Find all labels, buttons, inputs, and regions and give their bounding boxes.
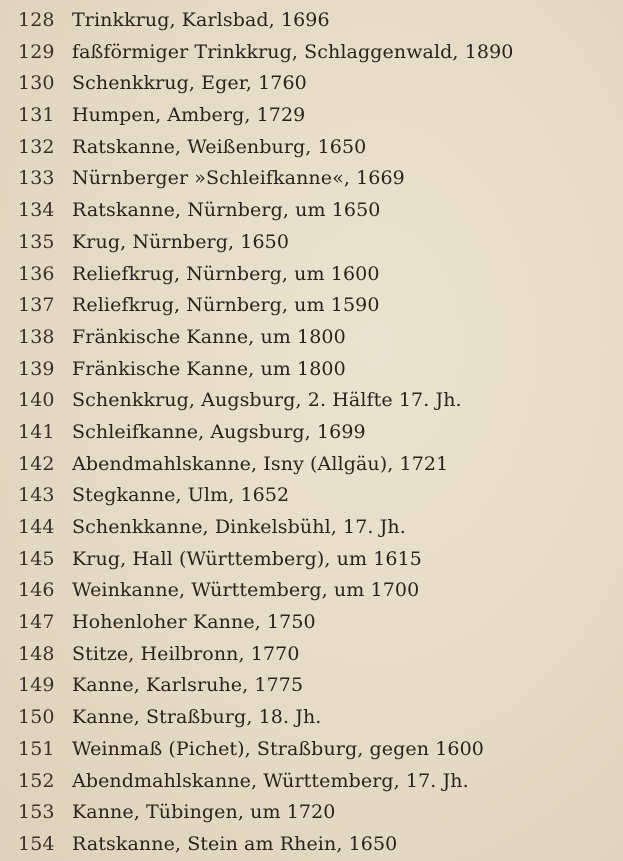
list-item [18,227,618,259]
plate-number: 149 [18,674,55,697]
plate-caption: Kanne, Tübingen, um 1720 [72,801,336,824]
list-item [18,195,618,227]
plate-number: 138 [18,325,55,348]
plate-number: 135 [18,230,55,253]
list-item [18,512,618,544]
plate-number: 150 [18,706,55,729]
plate-caption: Hohenloher Kanne, 1750 [72,611,316,634]
plate-caption: Stegkanne, Ulm, 1652 [72,484,290,507]
plate-number: 143 [18,484,55,507]
list-item [18,322,618,354]
list-item [18,702,618,734]
plate-caption: Stitze, Heilbronn, 1770 [72,642,300,665]
plate-caption: Fränkische Kanne, um 1800 [72,325,346,348]
list-item [18,670,618,702]
list-item [18,37,618,69]
plate-caption: Schenkkrug, Eger, 1760 [72,72,307,95]
list-item [18,163,618,195]
plate-caption: Ratskanne, Nürnberg, um 1650 [72,199,381,222]
plate-caption: faßförmiger Trinkkrug, Schlaggenwald, 1890 [72,40,514,63]
list-item [18,385,618,417]
plate-number: 129 [18,40,55,63]
plate-caption: Schleifkanne, Augsburg, 1699 [72,420,366,443]
plate-caption: Kanne, Karlsruhe, 1775 [72,674,304,697]
plate-caption: Krug, Hall (Württemberg), um 1615 [72,547,422,570]
list-item [18,607,618,639]
plate-caption: Humpen, Amberg, 1729 [72,104,306,127]
plate-number: 152 [18,769,55,792]
plate-caption: Kanne, Straßburg, 18. Jh. [72,706,322,729]
list-item [18,734,618,766]
list-item [18,575,618,607]
list-item [18,417,618,449]
plate-number: 153 [18,801,55,824]
plate-number: 142 [18,452,55,475]
plate-number: 154 [18,832,55,855]
plate-number: 133 [18,167,55,190]
list-item [18,290,618,322]
plate-number: 137 [18,294,55,317]
plate-number: 130 [18,72,55,95]
list-item [18,5,618,37]
plate-caption: Trinkkrug, Karlsbad, 1696 [72,9,330,31]
plate-number: 151 [18,737,55,760]
plate-number: 147 [18,611,55,634]
plate-caption: Krug, Nürnberg, 1650 [72,230,290,253]
list-item [18,354,618,386]
plate-caption: Weinmaß (Pichet), Straßburg, gegen 1600 [72,737,484,760]
plate-number: 134 [18,199,55,222]
list-item [18,797,618,829]
list-item [18,829,618,861]
plate-number: 148 [18,642,55,665]
list-item [18,544,618,576]
plate-caption: Abendmahlskanne, Württemberg, 17. Jh. [72,769,469,792]
plate-caption: Weinkanne, Württemberg, um 1700 [72,579,420,602]
plate-number: 132 [18,135,55,158]
plate-number: 140 [18,389,55,412]
plate-number: 144 [18,516,55,538]
list-item [18,449,618,481]
plate-number: 146 [18,579,55,602]
list-item [18,259,618,291]
plate-caption: Reliefkrug, Nürnberg, um 1590 [72,294,380,317]
plate-caption: Nürnberger »Schleifkanne«, 1669 [72,167,405,190]
plate-number: 141 [18,420,55,443]
plate-number: 139 [18,357,55,380]
plate-list [18,5,618,861]
plate-number: 145 [18,547,55,570]
list-item [18,100,618,132]
plate-caption: Reliefkrug, Nürnberg, um 1600 [72,262,380,285]
list-item [18,480,618,512]
list-item [18,766,618,798]
plate-caption: Schenkkrug, Augsburg, 2. Hälfte 17. Jh. [72,389,462,412]
plate-number: 131 [18,104,55,127]
plate-caption: Fränkische Kanne, um 1800 [72,357,346,380]
plate-caption: Schenkkanne, Dinkelsbühl, 17. Jh. [72,516,406,538]
list-item [18,68,618,100]
plate-number: 128 [18,9,55,31]
plate-number: 136 [18,262,55,285]
list-item [18,132,618,164]
plate-caption: Ratskanne, Weißenburg, 1650 [72,135,367,158]
plate-caption: Ratskanne, Stein am Rhein, 1650 [72,832,398,855]
list-item [18,639,618,671]
plate-caption: Abendmahlskanne, Isny (Allgäu), 1721 [72,452,449,475]
